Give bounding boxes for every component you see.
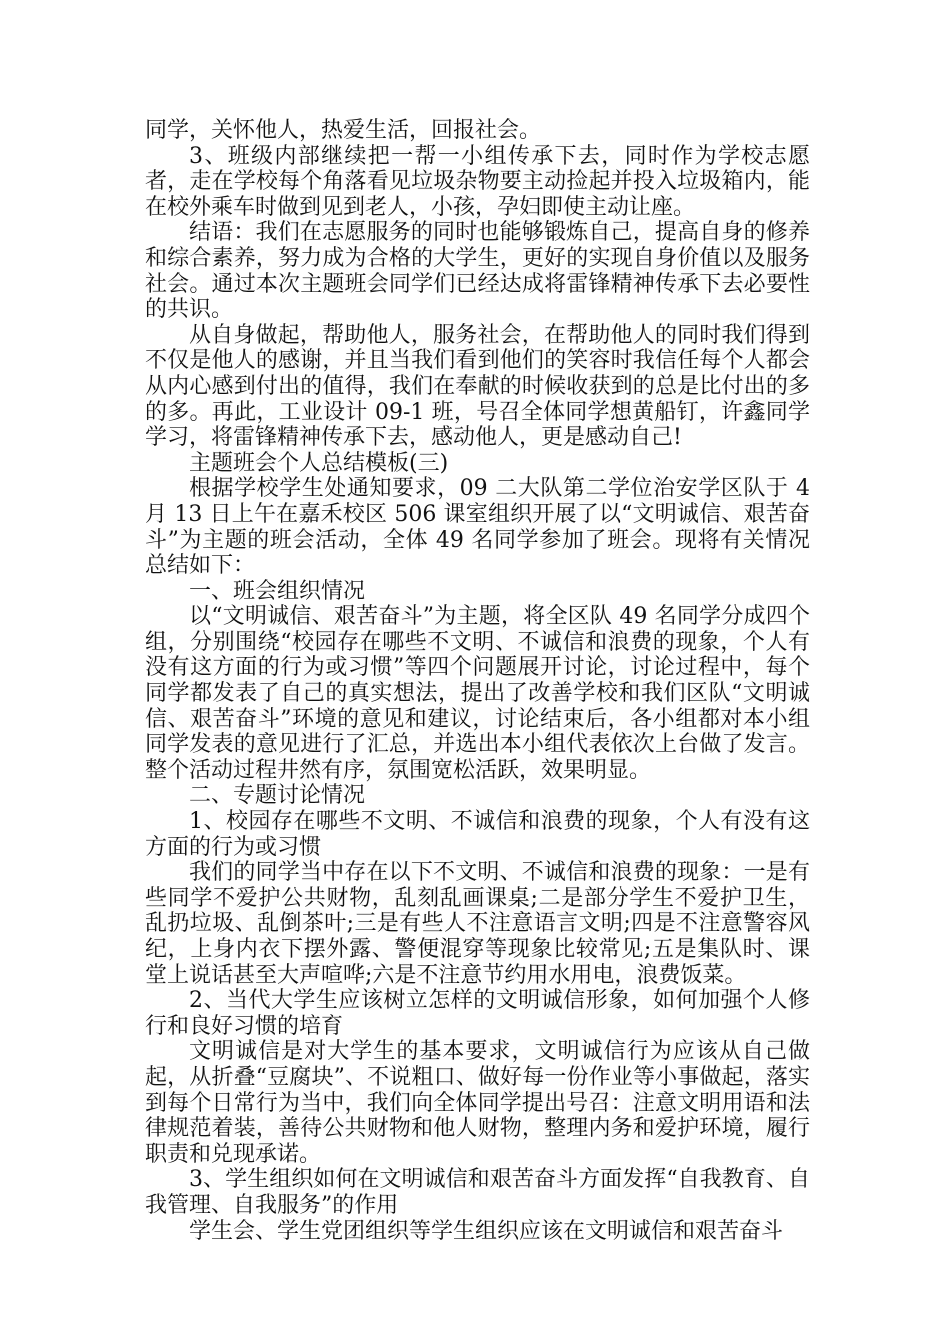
section-heading-discussion: 二、专题讨论情况 bbox=[189, 783, 366, 809]
paragraph-organization: 以“文明诚信、艰苦奋斗”为主题，将全区队 49 名同学分成四个组，分别围绕“校园存在哪些不文明、不诚信和浪费的现象，个人有没有这方面的行为或习惯”等四个问题展开讨论，讨论过程中，每个同学都发表了自己的真实想法，提出了改善学校和我们区队“文明诚信、艰苦奋斗”环境的意见和建议，讨论结束后，各小组都对本小组同学发表的意见进行了汇总，并选出本小组代表依次上台做了发言。整个活动过程井然有序，氛围宽松活跃，效果明显。 bbox=[145, 604, 810, 783]
section-heading-template-3: 主题班会个人总结模板(三) bbox=[189, 450, 449, 476]
paragraph-start-from-self: 从自身做起，帮助他人，服务社会，在帮助他人的同时我们得到不仅是他人的感谢，并且当我们看到他们的笑容时我信任每个人都会从内心感到付出的值得，我们在奉献的时候收获到的总是比付出的多的多。再此，工业设计 09-1 班，号召全体同学想黄船钉，许鑫同学学习，将雷锋精神传承下去，感动他人，更是感动自己! bbox=[145, 322, 810, 451]
paragraph-conclusion: 结语：我们在志愿服务的同时也能够锻炼自己，提高自身的修养和综合素养，努力成为合格的大学生，更好的实现自身价值以及服务社会。通过本次主题班会同学们已经达成将雷锋精神传承下去必要性的共识。 bbox=[145, 220, 810, 323]
paragraph-answer-1: 我们的同学当中存在以下不文明、不诚信和浪费的现象：一是有些同学不爱护公共财物，乱刻乱画课桌;二是部分学生不爱护卫生，乱扔垃圾、乱倒茶叶;三是有些人不注意语言文明;四是不注意警容风纪，上身内衣下摆外露、警便混穿等现象比较常见;五是集队时、课堂上说话甚至大声喧哗;六是不注意节约用水用电，浪费饭菜。 bbox=[145, 860, 810, 988]
subheading-question-2: 2、当代大学生应该树立怎样的文明诚信形象，如何加强个人修行和良好习惯的培育 bbox=[145, 988, 810, 1039]
paragraph-answer-3: 学生会、学生党团组织等学生组织应该在文明诚信和艰苦奋斗 bbox=[189, 1218, 784, 1244]
paragraph-continuation: 同学，关怀他人，热爱生活，回报社会。 bbox=[145, 118, 542, 143]
subheading-question-3: 3、学生组织如何在文明诚信和艰苦奋斗方面发挥“自我教育、自我管理、自我服务”的作用 bbox=[145, 1167, 810, 1218]
paragraph-notice-intro: 根据学校学生处通知要求，09 二大队第二学位治安学区队于 4 月 13 日上午在嘉禾校区 506 课室组织开展了以“文明诚信、艰苦奋斗”为主题的班会活动，全体 49 名同学参加了班会。现将有关情况总结如下： bbox=[145, 476, 810, 579]
section-heading-organization: 一、班会组织情况 bbox=[189, 578, 366, 604]
subheading-question-1: 1、校园存在哪些不文明、不诚信和浪费的现象，个人有没有这方面的行为或习惯 bbox=[145, 809, 810, 860]
paragraph-item-3-volunteer: 3、班级内部继续把一帮一小组传承下去，同时作为学校志愿者，走在学校每个角落看见垃圾杂物要主动捡起并投入垃圾箱内，能在校外乘车时做到见到老人，小孩，孕妇即使主动让座。 bbox=[145, 143, 810, 220]
document-body bbox=[145, 118, 810, 1244]
paragraph-answer-2: 文明诚信是对大学生的基本要求，文明诚信行为应该从自己做起，从折叠“豆腐块”、不说粗口、做好每一份作业等小事做起，落实到每个日常行为当中，我们向全体同学提出号召：注意文明用语和法律规范着装，善待公共财物和他人财物，整理内务和爱护环境，履行职责和兑现承诺。 bbox=[145, 1039, 810, 1167]
